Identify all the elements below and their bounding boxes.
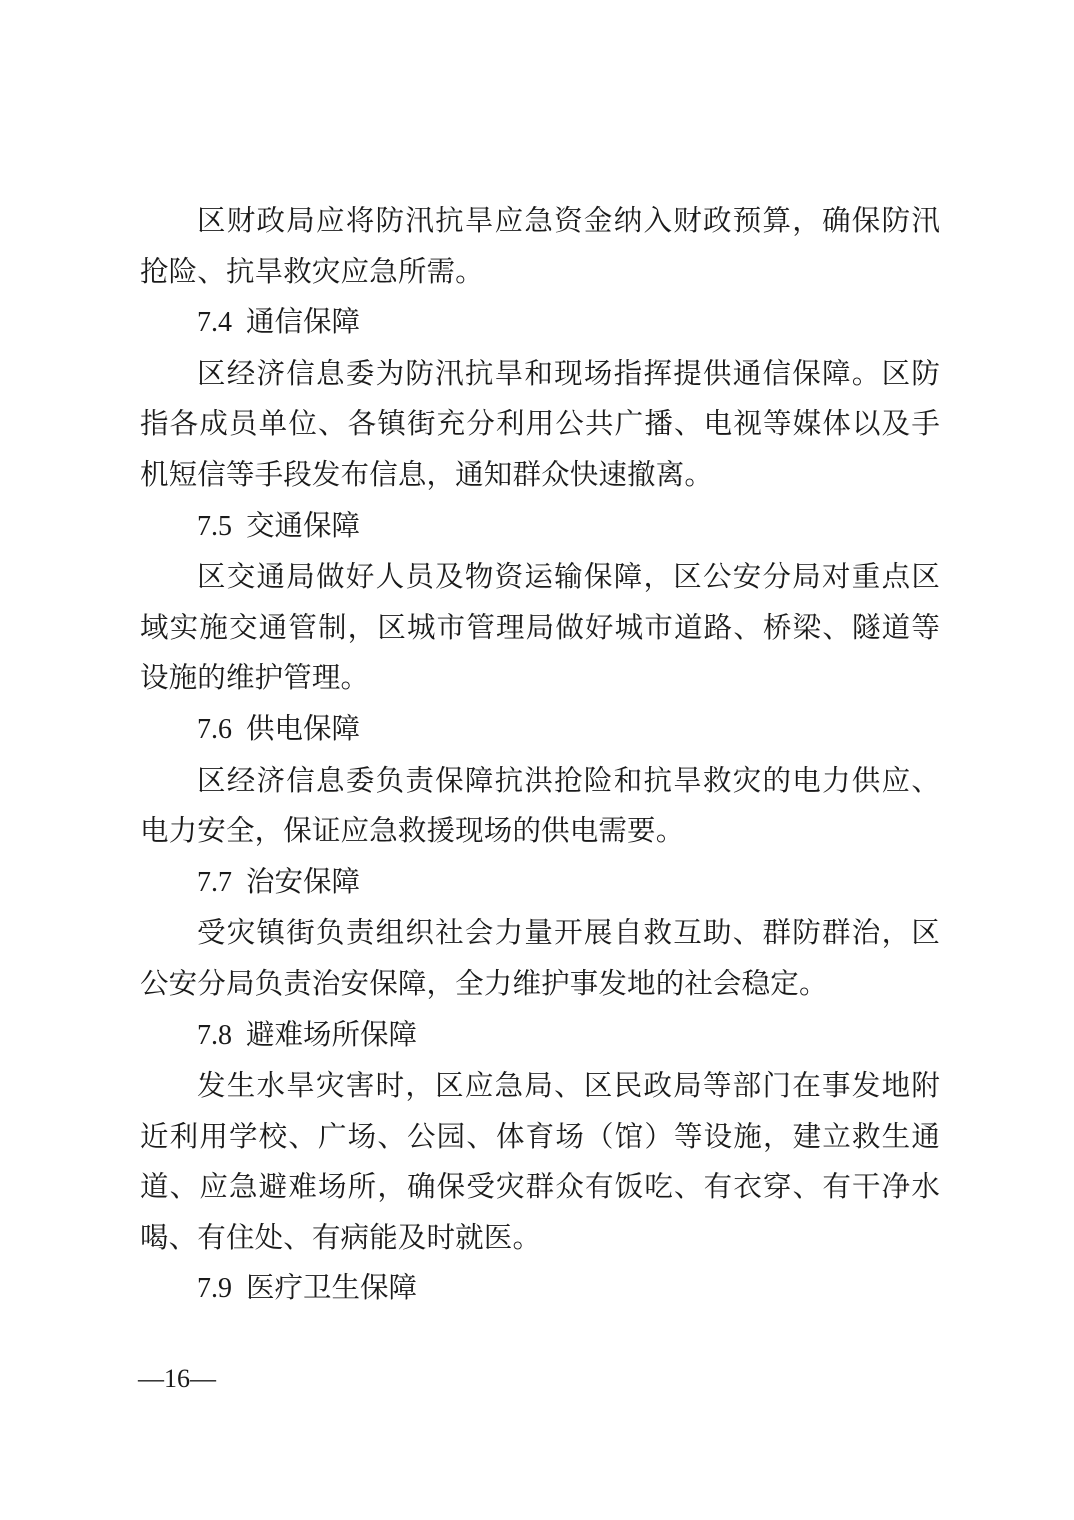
section-title: 避难场所保障 [246,1017,418,1051]
section-heading-7-9 [140,1263,940,1315]
section-number: 7.5 [197,510,232,542]
section-heading-7-6 [140,704,940,756]
section-number: 7.7 [197,866,232,898]
paragraph-security: 受灾镇街负责组织社会力量开展自救互助、群防群治，区公安分局负责治安保障，全力维护事发地的社会稳定。 [140,916,940,1000]
paragraph-fund-guarantee: 区财政局应将防汛抗旱应急资金纳入财政预算，确保防汛抢险、抗旱救灾应急所需。 [140,204,940,288]
paragraph-power: 区经济信息委负责保障抗洪抢险和抗旱救灾的电力供应、电力安全，保证应急救援现场的供电需要。 [140,763,940,848]
page-number: —16— [138,1364,216,1393]
section-title: 医疗卫生保障 [246,1271,418,1305]
section-number: 7.6 [197,713,232,745]
section-title: 供电保障 [246,711,361,745]
document-body [140,196,940,1315]
section-title: 交通保障 [246,508,361,542]
section-number: 7.4 [197,307,232,339]
section-title: 通信保障 [246,305,361,339]
section-heading-7-5 [140,501,940,553]
paragraph-shelter: 发生水旱灾害时，区应急局、区民政局等部门在事发地附近利用学校、广场、公园、体育场（馆）等设施，建立救生通道、应急避难场所，确保受灾群众有饭吃、有衣穿、有干净水喝、有住处、有病能及时就医。 [140,1069,940,1254]
section-heading-7-8 [140,1010,940,1062]
paragraph-transport: 区交通局做好人员及物资运输保障，区公安分局对重点区域实施交通管制，区城市管理局做好城市道路、桥梁、隧道等设施的维护管理。 [140,560,940,695]
paragraph-communication: 区经济信息委为防汛抗旱和现场指挥提供通信保障。区防指各成员单位、各镇街充分利用公共广播、电视等媒体以及手机短信等手段发布信息，通知群众快速撤离。 [140,356,940,491]
section-heading-7-4 [140,297,940,349]
section-title: 治安保障 [246,864,361,898]
section-heading-7-7 [140,857,940,909]
section-number: 7.9 [197,1273,232,1305]
section-number: 7.8 [197,1019,232,1051]
